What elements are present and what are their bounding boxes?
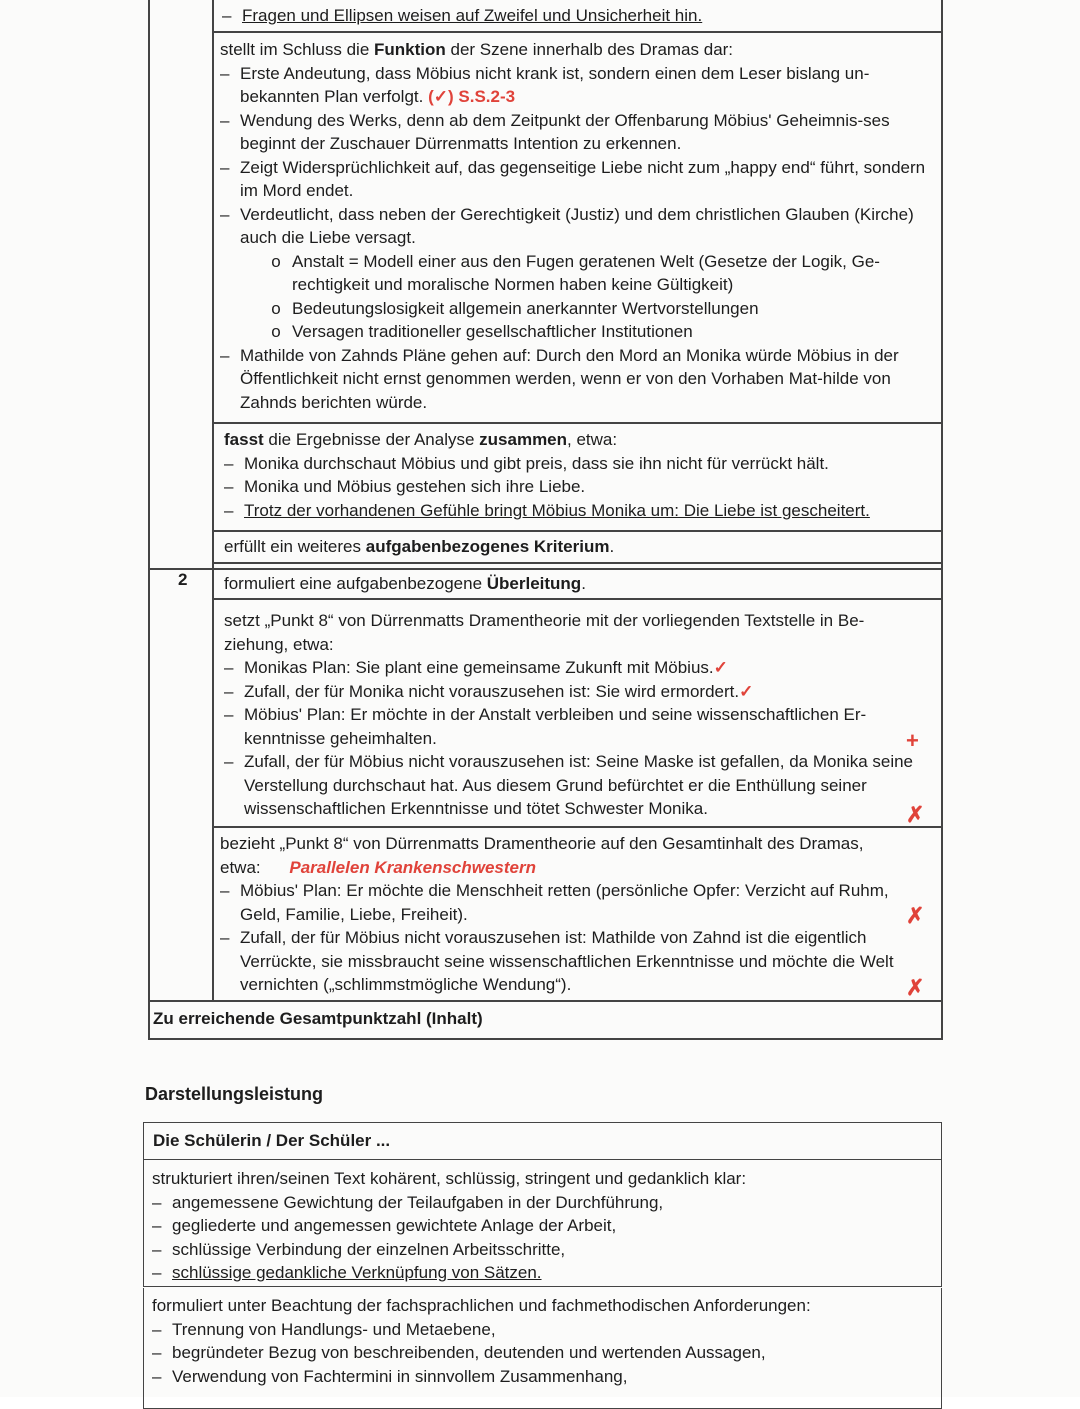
list-item: Verwendung von Fachtermini in sinnvollem Zusammenhang, [172, 1366, 628, 1386]
cell-struktur [152, 1167, 922, 1285]
list-item: Möbius' Plan: Er möchte die Menschheit retten (persönliche Opfer: Verzicht auf Ruhm, Geld, Familie, Liebe, Freiheit). [240, 881, 889, 924]
text-bold: fasst [224, 430, 264, 449]
circle-bullet: o [271, 322, 281, 341]
cell-block1 [222, 4, 937, 28]
handwritten-annotation: (✓) S.S.2-3 [428, 87, 516, 106]
text-line: Fragen und Ellipsen weisen auf Zweifel und Unsicherheit hin. [242, 6, 703, 25]
cell-ueberleitung: formuliert eine aufgabenbezogene Überleitung. [224, 574, 586, 593]
list-item: Erste Andeutung, dass Möbius nicht krank ist, sondern einen dem Leser bislang un-bekannten Plan verfolgt. (✓) S.S.2-3 [240, 63, 870, 106]
row-divider [212, 31, 942, 33]
row-number: 2 [178, 570, 188, 589]
list-item: Monika durchschaut Möbius und gibt preis, dass sie ihn nicht für verrückt hält. [244, 453, 829, 473]
text-bold: Überleitung [486, 574, 582, 593]
sub-list-item: Versagen traditioneller gesellschaftlicher Institutionen [292, 322, 693, 341]
row-divider [212, 562, 942, 564]
row-divider [148, 1000, 942, 1002]
dash-marker: – [220, 157, 230, 177]
list-item: Zufall, der für Möbius nicht vorauszusehen ist: Mathilde von Zahnd ist die eigentlich Verrückte, sie missbraucht seine wissenschaftlichen Erkenntnisse und möchte die Welt vernichten („schlimmstmögliche Wendung“). [240, 928, 894, 994]
list-item: angemessene Gewichtung der Teilaufgaben in der Durchführung, [172, 1192, 664, 1212]
dash-marker: – [224, 658, 234, 677]
list-item: Monikas Plan: Sie plant eine gemeinsame Zukunft mit Möbius.✓ [244, 658, 728, 677]
list-item: Möbius' Plan: Er möchte in der Anstalt verbleiben und seine wissenschaftlichen Er-kenntnisse geheimhalten. [244, 705, 867, 748]
plus-mark-icon: + [906, 728, 919, 753]
dash-marker: – [224, 681, 234, 701]
text-intro: strukturiert ihren/seinen Text kohärent, schlüssig, stringent und gedanklich klar: [152, 1169, 747, 1188]
text-intro: setzt „Punkt 8“ von Dürrenmatts Dramentheorie mit der vorliegenden Textstelle in Be-ziehung, etwa: [224, 611, 865, 654]
dash-marker: – [220, 881, 230, 900]
cell-kriterium: erfüllt ein weiteres aufgabenbezogenes Kriterium. [224, 537, 615, 556]
list-item: Mathilde von Zahnds Pläne gehen auf: Durch den Mord an Monika würde Möbius in der Öffentlichkeit nicht ernst genommen werden, wenn er von den Vorhaben Mat-hilde von Zahnds berichten würde. [240, 345, 899, 412]
dash-marker: – [152, 1366, 162, 1386]
cell-zusammenfassung: fasst die Ergebnisse der Analyse zusammen, etwa: – Monika durchschaut Möbius und gibt preis, dass sie ihn nicht für verrückt hält. – Monika und Möbius gestehen sich ihre Liebe. – Trotz der vorhandenen Gefühle bringt Möbius Monika um: Die Liebe ist gescheitert. [224, 428, 936, 522]
list-item: Zeigt Widersprüchlichkeit auf, das gegenseitige Liebe nicht zum „happy end“ führt, sondern im Mord endet. [240, 157, 926, 200]
dash-marker: – [152, 1319, 162, 1339]
row-divider [212, 826, 942, 828]
cross-mark-icon: ✗ [906, 975, 925, 1000]
dash-marker: – [152, 1192, 162, 1212]
list-item: Trotz der vorhandenen Gefühle bringt Möbius Monika um: Die Liebe ist gescheitert. [244, 500, 870, 520]
dash-marker: – [220, 63, 230, 83]
sub-list-item: Anstalt = Modell einer aus den Fugen geratenen Welt (Gesetze der Logik, Ge-rechtigkeit und moralische Normen haben keine Gültigkeit) [292, 251, 880, 294]
dash-marker: – [220, 345, 230, 365]
text-intro: der Szene innerhalb des Dramas dar: [445, 40, 734, 59]
cell-punkt8-gesamtinhalt: bezieht „Punkt 8“ von Dürrenmatts Dramentheorie auf den Gesamtinhalt des Dramas, etwa: Parallelen Krankenschwestern – Möbius' Plan: Er möchte die Menschheit retten (persönliche Opfer: Verzicht auf Ruhm, Geld, Familie, Liebe, Freiheit). – Zufall, der für Möbius nicht vorauszusehen ist: Mathilde von Zahnd ist die eigentlich Verrückte, sie missbraucht seine wissenschaftlichen Erkenntnisse und möchte die Welt vernichten („schlimmstmögliche Wendung“). [220, 832, 924, 997]
dash-marker: – [222, 6, 232, 25]
list-item: Wendung des Werks, denn ab dem Zeitpunkt der Offenbarung Möbius' Geheimnis-ses beginnt der Zuschauer Dürrenmatts Intention zu erkennen. [240, 110, 890, 153]
handwritten-annotation: Parallelen Krankenschwestern [289, 857, 536, 877]
row-divider [148, 1038, 942, 1040]
cell-fachsprache [152, 1294, 922, 1388]
text-intro: stellt im Schluss die [220, 40, 374, 59]
dash-marker: – [224, 705, 234, 724]
total-points-label: Zu erreichende Gesamtpunktzahl (Inhalt) [153, 1009, 483, 1028]
dash-marker: – [220, 204, 230, 224]
section-title: Darstellungsleistung [145, 1084, 324, 1104]
row-divider [212, 598, 942, 600]
list-item: Monika und Möbius gestehen sich ihre Liebe. [244, 477, 586, 496]
list-item: begründeter Bezug von beschreibenden, deutenden und wertenden Aussagen, [172, 1343, 766, 1362]
cell-punkt8-textstelle [224, 609, 924, 821]
text-intro: bezieht „Punkt 8“ von Dürrenmatts Dramentheorie auf den Gesamtinhalt des Dramas, [220, 834, 864, 853]
dash-marker: – [152, 1239, 162, 1259]
dash-marker: – [152, 1263, 162, 1282]
dash-marker: – [224, 477, 234, 496]
check-mark-icon: ✓ [739, 681, 754, 701]
check-mark-icon: ✓ [713, 658, 728, 677]
row-divider [148, 568, 942, 570]
list-item: schlüssige gedankliche Verknüpfung von Sätzen. [172, 1263, 542, 1282]
row-divider [212, 422, 942, 424]
text-bold: zusammen [479, 430, 568, 449]
dash-marker: – [152, 1216, 162, 1235]
sub-list-item: Bedeutungslosigkeit allgemein anerkannter Wertvorstellungen [292, 298, 759, 318]
cross-mark-icon: ✗ [906, 802, 925, 827]
dash-marker: – [220, 110, 230, 130]
list-item: Trennung von Handlungs- und Metaebene, [172, 1319, 496, 1339]
list-item: schlüssige Verbindung der einzelnen Arbeitsschritte, [172, 1239, 566, 1259]
table-border-right [941, 0, 943, 1040]
list-item: Zufall, der für Möbius nicht vorauszusehen ist: Seine Maske ist gefallen, da Monika seine Verstellung durchschaut hat. Aus diesem Grund befürchtet er die Enthüllung seiner wissenschaftlichen Erkenntnisse und tötet Schwester Monika. [244, 752, 914, 818]
list-item: gegliederte und angemessen gewichtete Anlage der Arbeit, [172, 1216, 617, 1235]
dash-marker: – [224, 752, 234, 771]
table-border-left [148, 0, 150, 1040]
row-divider [212, 530, 942, 532]
table-border-number-column [212, 0, 214, 1000]
circle-bullet: o [271, 298, 281, 318]
text-intro: formuliert unter Beachtung der fachsprachlichen und fachmethodischen Anforderungen: [152, 1296, 811, 1315]
text-bold: aufgabenbezogenes Kriterium [365, 537, 610, 556]
dash-marker: – [220, 928, 230, 947]
cross-mark-icon: ✗ [906, 903, 925, 928]
text-bold: Funktion [374, 40, 446, 59]
list-item: Zufall, der für Monika nicht vorauszusehen ist: Sie wird ermordert.✓ [244, 681, 754, 701]
dash-marker: – [224, 453, 234, 473]
cell-funktion [220, 38, 932, 414]
dash-marker: – [152, 1343, 162, 1362]
list-item: Verdeutlicht, dass neben der Gerechtigkeit (Justiz) und dem christlichen Glauben (Kirche) auch die Liebe versagt. [240, 204, 914, 247]
table-header-text: Die Schülerin / Der Schüler ... [153, 1131, 391, 1150]
circle-bullet: o [271, 251, 281, 271]
dash-marker: – [224, 500, 234, 520]
